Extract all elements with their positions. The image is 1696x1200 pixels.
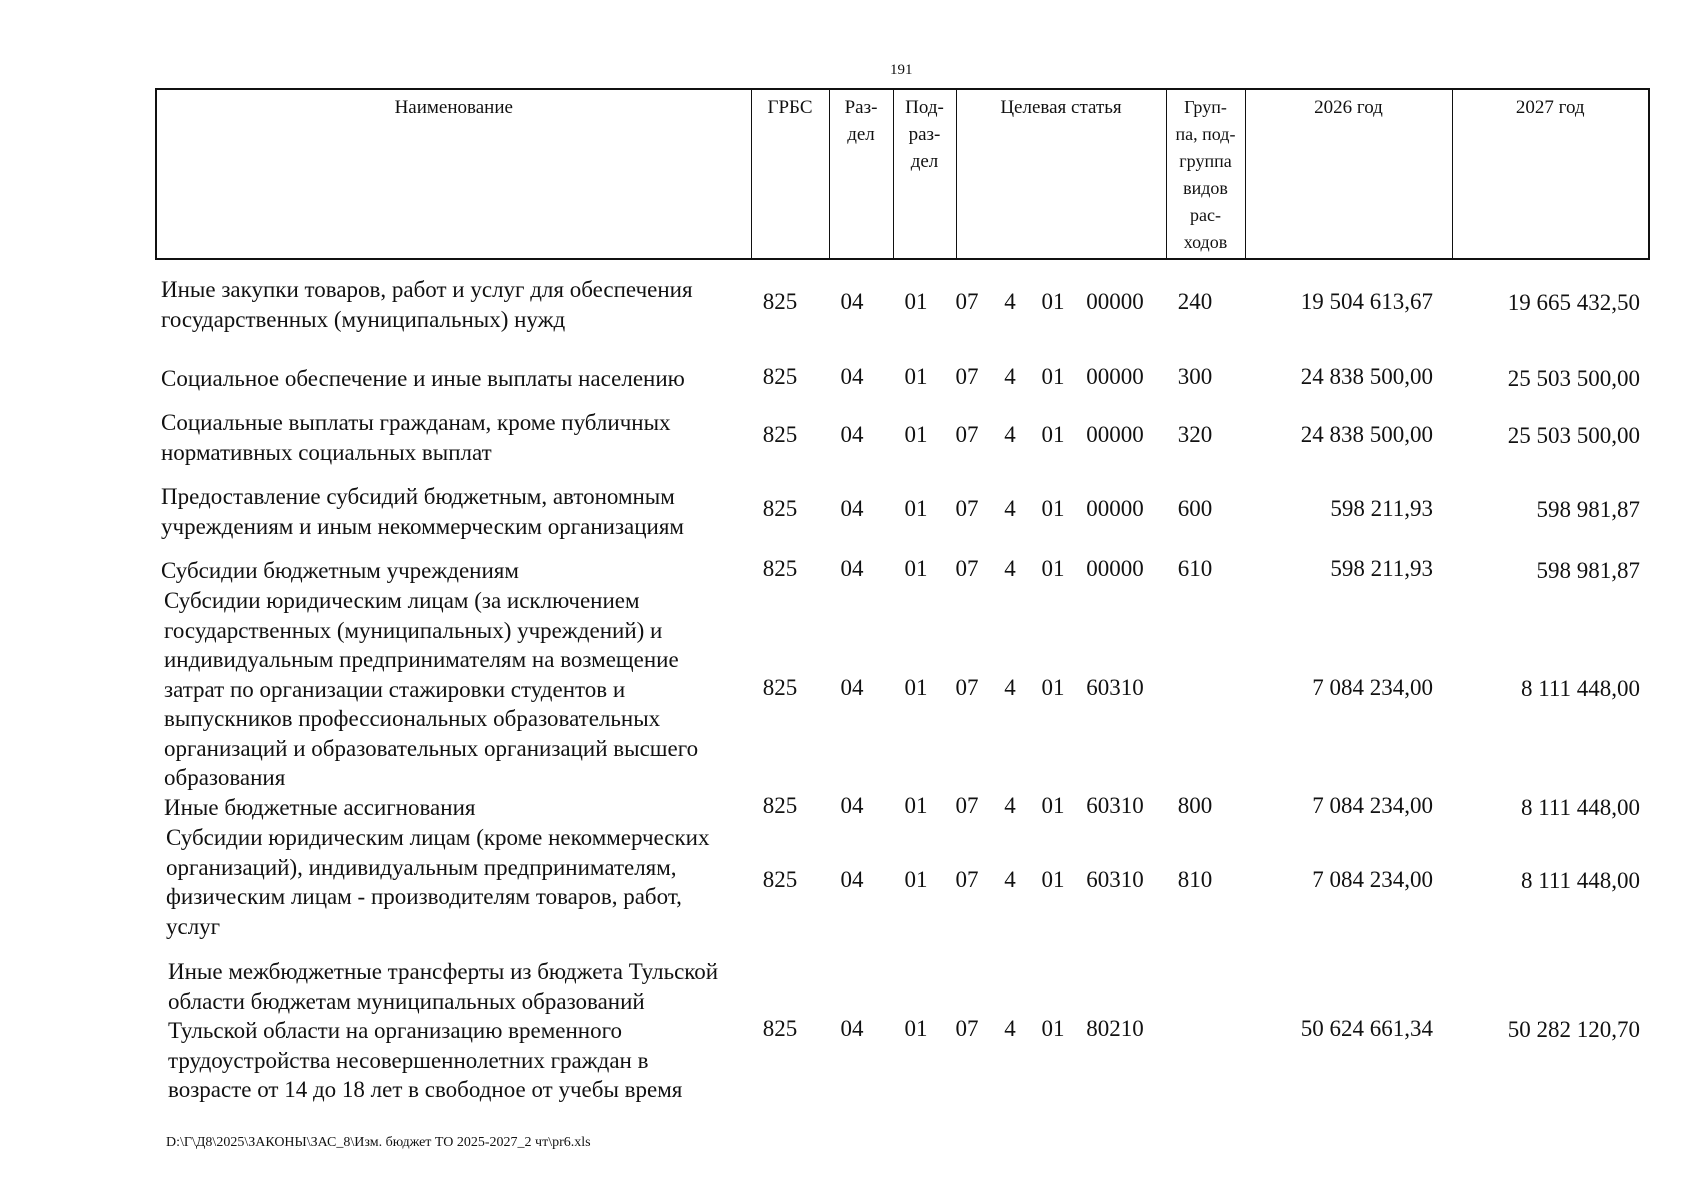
row-target-type: 4 bbox=[1004, 556, 1016, 581]
row-podrazdel: 01 bbox=[904, 496, 928, 521]
row-amount-2027: 598 981,87 bbox=[1536, 558, 1640, 583]
header-name: Наименование bbox=[394, 97, 513, 118]
footer-file-path: D:\Г\Д8\2025\ЗАКОНЫ\ЗАС_8\Изм. бюджет ТО 2025-2027_2 чт\pr6.xls bbox=[166, 1135, 591, 1150]
row-target-code: 00000 bbox=[1086, 422, 1144, 447]
header-razdel: Раз- дел bbox=[829, 89, 893, 259]
row-razdel: 04 bbox=[840, 422, 864, 447]
row-target-type: 4 bbox=[1004, 422, 1016, 447]
header-target-article: Целевая статья bbox=[956, 89, 1166, 259]
page-number: 191 bbox=[890, 62, 913, 78]
row-target-type: 4 bbox=[1004, 364, 1016, 389]
row-grbs: 825 bbox=[762, 675, 798, 700]
row-razdel: 04 bbox=[840, 793, 864, 818]
row-amount-2027: 598 981,87 bbox=[1536, 497, 1640, 522]
header-podrazdel: Под- раз- дел bbox=[893, 89, 956, 259]
row-target-sub: 01 bbox=[1041, 364, 1065, 389]
row-razdel: 04 bbox=[840, 364, 864, 389]
row-target-program: 07 bbox=[955, 1016, 979, 1041]
row-target-code: 00000 bbox=[1086, 289, 1144, 314]
row-expense-group: 240 bbox=[1177, 289, 1213, 314]
row-name: Иные бюджетные ассигнования bbox=[164, 795, 476, 820]
row-grbs: 825 bbox=[762, 364, 798, 389]
row-target-type: 4 bbox=[1004, 496, 1016, 521]
row-amount-2026: 19 504 613,67 bbox=[1300, 289, 1433, 314]
row-target-program: 07 bbox=[955, 556, 979, 581]
row-target-sub: 01 bbox=[1041, 793, 1065, 818]
row-podrazdel: 01 bbox=[904, 867, 928, 892]
row-expense-group: 600 bbox=[1177, 496, 1213, 521]
row-target-type: 4 bbox=[1004, 289, 1016, 314]
row-amount-2027: 8 111 448,00 bbox=[1520, 676, 1640, 701]
row-razdel: 04 bbox=[840, 867, 864, 892]
row-grbs: 825 bbox=[762, 556, 798, 581]
row-podrazdel: 01 bbox=[904, 422, 928, 447]
row-amount-2026: 24 838 500,00 bbox=[1300, 422, 1433, 447]
row-amount-2027: 25 503 500,00 bbox=[1507, 366, 1640, 391]
row-amount-2026: 7 084 234,00 bbox=[1312, 675, 1433, 700]
row-amount-2026: 598 211,93 bbox=[1330, 496, 1433, 521]
row-grbs: 825 bbox=[762, 289, 798, 314]
row-podrazdel: 01 bbox=[904, 289, 928, 314]
row-name: Субсидии юридическим лицам (за исключением государственных (муниципальных) учреждений) и индивидуальным предпринимателям на возмещение затрат по организации стажировки студентов и выпускников профессиональных образовательных организаций и образовательных организаций высшего образования bbox=[164, 588, 699, 790]
row-target-code: 60310 bbox=[1086, 675, 1144, 700]
row-podrazdel: 01 bbox=[904, 675, 928, 700]
row-target-code: 60310 bbox=[1086, 793, 1144, 818]
row-podrazdel: 01 bbox=[904, 1016, 928, 1041]
row-target-program: 07 bbox=[955, 289, 979, 314]
row-target-code: 00000 bbox=[1086, 496, 1144, 521]
row-podrazdel: 01 bbox=[904, 793, 928, 818]
row-name: Социальные выплаты гражданам, кроме публичных нормативных социальных выплат bbox=[161, 410, 671, 465]
row-target-sub: 01 bbox=[1041, 496, 1065, 521]
row-target-sub: 01 bbox=[1041, 1016, 1065, 1041]
row-name: Иные закупки товаров, работ и услуг для обеспечения государственных (муниципальных) нужд bbox=[161, 277, 693, 332]
row-target-type: 4 bbox=[1004, 1016, 1016, 1041]
header-year-2026: 2026 год bbox=[1245, 89, 1452, 259]
row-target-program: 07 bbox=[955, 422, 979, 447]
row-expense-group: 800 bbox=[1177, 793, 1213, 818]
row-target-type: 4 bbox=[1004, 867, 1016, 892]
row-amount-2027: 8 111 448,00 bbox=[1520, 795, 1640, 820]
row-target-sub: 01 bbox=[1041, 867, 1065, 892]
row-amount-2027: 19 665 432,50 bbox=[1507, 290, 1640, 315]
row-grbs: 825 bbox=[762, 1016, 798, 1041]
row-target-code: 80210 bbox=[1086, 1016, 1144, 1041]
row-target-sub: 01 bbox=[1041, 422, 1065, 447]
header-grbs: ГРБС bbox=[751, 89, 829, 259]
row-amount-2027: 8 111 448,00 bbox=[1520, 868, 1640, 893]
row-target-program: 07 bbox=[955, 496, 979, 521]
row-target-code: 60310 bbox=[1086, 867, 1144, 892]
row-target-program: 07 bbox=[955, 675, 979, 700]
row-target-program: 07 bbox=[955, 793, 979, 818]
row-target-sub: 01 bbox=[1041, 289, 1065, 314]
row-razdel: 04 bbox=[840, 496, 864, 521]
row-target-code: 00000 bbox=[1086, 364, 1144, 389]
row-amount-2027: 25 503 500,00 bbox=[1507, 423, 1640, 448]
row-expense-group: 610 bbox=[1177, 556, 1213, 581]
row-razdel: 04 bbox=[840, 556, 864, 581]
row-amount-2026: 24 838 500,00 bbox=[1300, 364, 1433, 389]
row-target-program: 07 bbox=[955, 867, 979, 892]
row-target-program: 07 bbox=[955, 364, 979, 389]
row-grbs: 825 bbox=[762, 793, 798, 818]
row-razdel: 04 bbox=[840, 675, 864, 700]
row-grbs: 825 bbox=[762, 422, 798, 447]
row-razdel: 04 bbox=[840, 289, 864, 314]
row-podrazdel: 01 bbox=[904, 556, 928, 581]
row-amount-2026: 598 211,93 bbox=[1330, 556, 1433, 581]
row-target-sub: 01 bbox=[1041, 556, 1065, 581]
row-target-type: 4 bbox=[1004, 675, 1016, 700]
row-grbs: 825 bbox=[762, 496, 798, 521]
row-target-type: 4 bbox=[1004, 793, 1016, 818]
row-name: Иные межбюджетные трансферты из бюджета Тульской области бюджетам муниципальных образований Тульской области на организацию временного трудоустройства несовершеннолетних граждан в возрасте от 14 до 18 лет в свободное от учебы время bbox=[168, 959, 719, 1102]
row-amount-2026: 7 084 234,00 bbox=[1312, 793, 1433, 818]
row-name: Субсидии бюджетным учреждениям bbox=[161, 558, 519, 583]
header-year-2027: 2027 год bbox=[1452, 89, 1649, 259]
row-name: Субсидии юридическим лицам (кроме некоммерческих организаций), индивидуальным предпринимателям, физическим лицам - производителям товаров, работ, услуг bbox=[166, 825, 710, 939]
header-expense-group: Груп- па, под- группа видов рас- ходов bbox=[1166, 89, 1245, 259]
row-amount-2026: 50 624 661,34 bbox=[1300, 1016, 1433, 1041]
row-expense-group: 320 bbox=[1177, 422, 1213, 447]
row-name: Социальное обеспечение и иные выплаты населению bbox=[161, 366, 685, 391]
row-grbs: 825 bbox=[762, 867, 798, 892]
row-name: Предоставление субсидий бюджетным, автономным учреждениям и иным некоммерческим организациям bbox=[161, 484, 684, 539]
row-expense-group: 300 bbox=[1177, 364, 1213, 389]
row-expense-group: 810 bbox=[1177, 867, 1213, 892]
row-target-sub: 01 bbox=[1041, 675, 1065, 700]
row-amount-2027: 50 282 120,70 bbox=[1507, 1017, 1640, 1042]
row-amount-2026: 7 084 234,00 bbox=[1312, 867, 1433, 892]
row-target-code: 00000 bbox=[1086, 556, 1144, 581]
row-podrazdel: 01 bbox=[904, 364, 928, 389]
row-razdel: 04 bbox=[840, 1016, 864, 1041]
